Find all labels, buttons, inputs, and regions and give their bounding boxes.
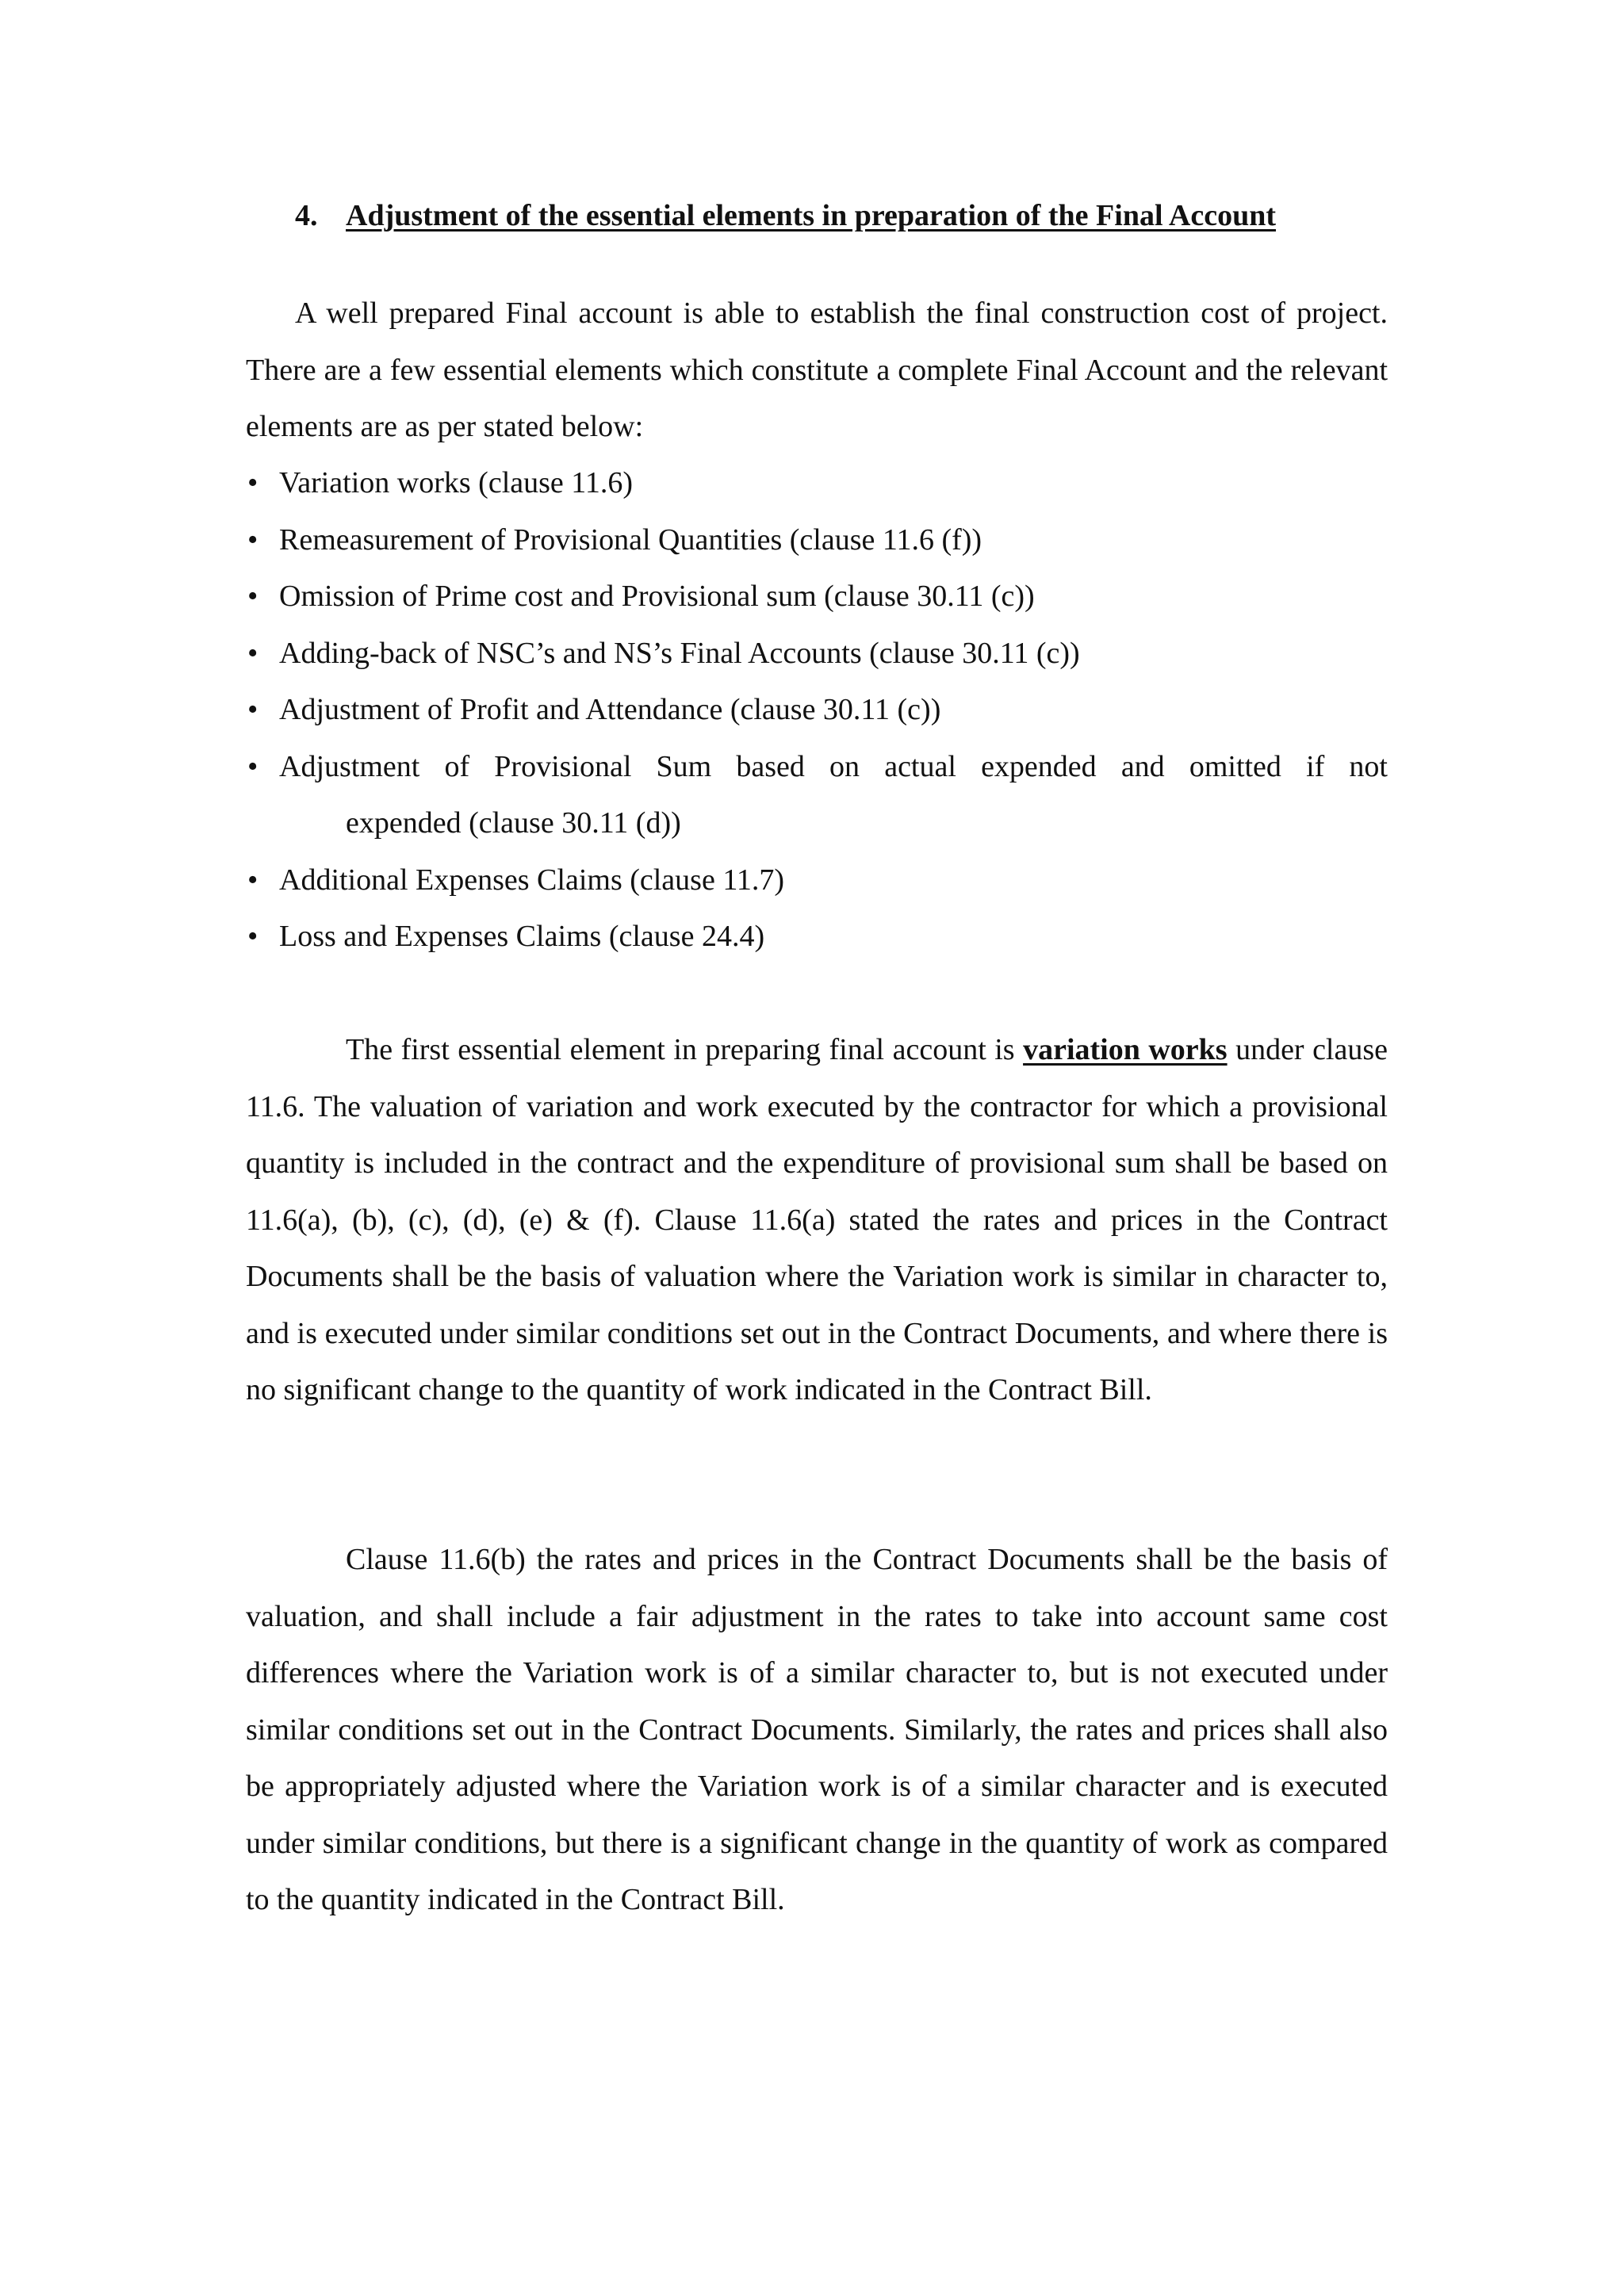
essential-elements-list	[246, 455, 1388, 966]
list-item	[246, 455, 1388, 512]
list-item	[246, 568, 1388, 626]
list-item	[246, 739, 1388, 852]
section-title: Adjustment of the essential elements in preparation of the Final Account	[346, 199, 1277, 232]
bullet-icon: •	[247, 636, 259, 670]
list-item-continuation: expended (clause 30.11 (d))	[346, 806, 681, 840]
list-item-text: Omission of Prime cost and Provisional sum (clause 30.11 (c))	[279, 580, 1035, 613]
emphasis-variation-works: variation works	[1023, 1033, 1228, 1066]
list-item-text: Remeasurement of Provisional Quantities (clause 11.6 (f))	[279, 522, 982, 557]
paragraph-text: The first essential element in preparing final account is	[346, 1033, 1024, 1066]
bullet-icon: •	[247, 580, 259, 613]
section-heading	[295, 193, 1276, 238]
intro-paragraph: A well prepared Final account is able to establish the final construction cost of project. There are a few essential elements which constitute a complete Final Account and the relevant elements are as per stated below:	[246, 297, 1388, 443]
bullet-icon: •	[247, 522, 259, 557]
section-number: 4.	[295, 199, 318, 232]
variation-works-paragraph	[246, 1022, 1388, 1419]
list-item	[246, 512, 1388, 569]
list-item	[246, 626, 1388, 683]
bullet-icon: •	[247, 693, 259, 726]
bullet-icon: •	[247, 920, 259, 953]
list-item-text: Adjustment of Provisional Sum based on actual expended and omitted if not	[279, 749, 1388, 783]
clause-11-6b-paragraph: Clause 11.6(b) the rates and prices in the Contract Documents shall be the basis of valuation, and shall include a fair adjustment in the rates to take into account same cost differences where the Variation work is of a similar character to, but is not executed under similar conditions set out in the Contract Documents. Similarly, the rates and prices shall also be appropriately adjusted where the Variation work is of a similar character and is executed under similar conditions, but there is a significant change in the quantity of work as compared to the quantity indicated in the Contract Bill.	[246, 1543, 1388, 1916]
bullet-icon: •	[247, 749, 259, 783]
list-item-text: Variation works (clause 11.6)	[279, 466, 634, 499]
bullet-icon: •	[247, 863, 259, 897]
list-item	[246, 909, 1388, 966]
list-item-text: Loss and Expenses Claims (clause 24.4)	[279, 920, 765, 953]
paragraph-text: under clause 11.6. The valuation of variation and work executed by the contractor for which a provisional quantity is included in the contract and the expenditure of provisional sum shall be based on 11.6(a), (b), (c), (d), (e) & (f). Clause 11.6(a) stated the rates and prices in the Contract Documents shall be the basis of valuation where the Variation work is similar in character to, and is executed under similar conditions set out in the Contract Documents, and where there is no significant change to the quantity of work indicated in the Contract Bill.	[246, 1033, 1388, 1406]
list-item-text: Adding-back of NSC’s and NS’s Final Accounts (clause 30.11 (c))	[279, 636, 1080, 670]
list-item-text: Additional Expenses Claims (clause 11.7)	[279, 863, 785, 897]
list-item	[246, 852, 1388, 909]
list-item	[246, 682, 1388, 739]
bullet-icon: •	[247, 466, 259, 499]
list-item-text: Adjustment of Profit and Attendance (clause 30.11 (c))	[279, 693, 941, 726]
